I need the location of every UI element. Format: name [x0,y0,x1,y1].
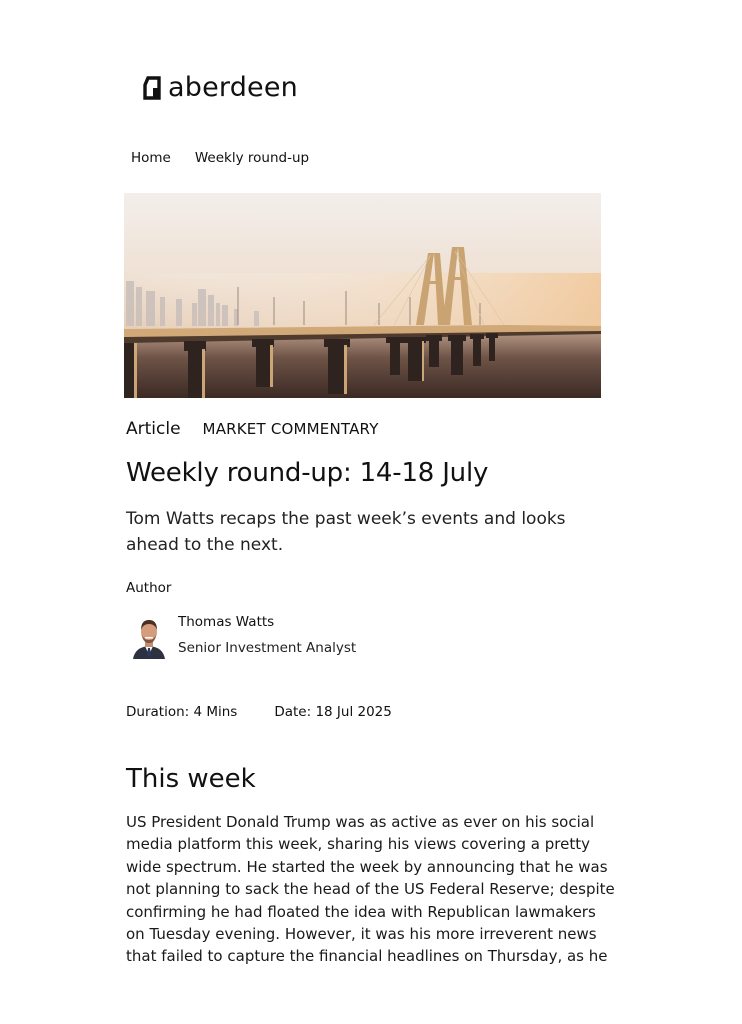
aberdeen-mark-icon [142,76,164,100]
article-duration: Duration: 4 Mins [126,704,238,720]
brand-name: aberdeen [168,72,298,103]
author-role: Senior Investment Analyst [178,640,357,656]
page-title: Weekly round-up: 14-18 July [126,458,489,488]
article-type-label: Article [126,419,181,439]
article-date: Date: 18 Jul 2025 [274,704,392,720]
hero-image [124,193,601,398]
article-tags [126,419,379,439]
bridge-over-sea-photo [124,193,601,398]
avatar [130,615,168,659]
section-title: This week [126,764,256,794]
author-heading: Author [126,580,172,596]
breadcrumb [131,150,333,166]
article-subtitle: Tom Watts recaps the past week’s events and looks ahead to the next. [126,509,566,555]
article-meta [126,704,429,720]
article-category-label[interactable]: MARKET COMMENTARY [202,420,379,438]
body-paragraph: US President Donald Trump was as active as ever on his social media platform this week, sharing his views covering a pretty wide spectrum. He started the week by announcing that he was not planning to sack the head of the US Federal Reserve; despite confirming he had floated the idea with Republican lawmakers on Tuesday evening. However, it was his more irreverent news that failed to capture the financial headlines on Thursday, as he [126,813,615,966]
brand-logo[interactable] [142,72,298,103]
nav-weekly-roundup-link[interactable]: Weekly round-up [194,150,310,166]
author-name[interactable]: Thomas Watts [178,614,275,630]
nav-home-link[interactable]: Home [131,150,171,166]
